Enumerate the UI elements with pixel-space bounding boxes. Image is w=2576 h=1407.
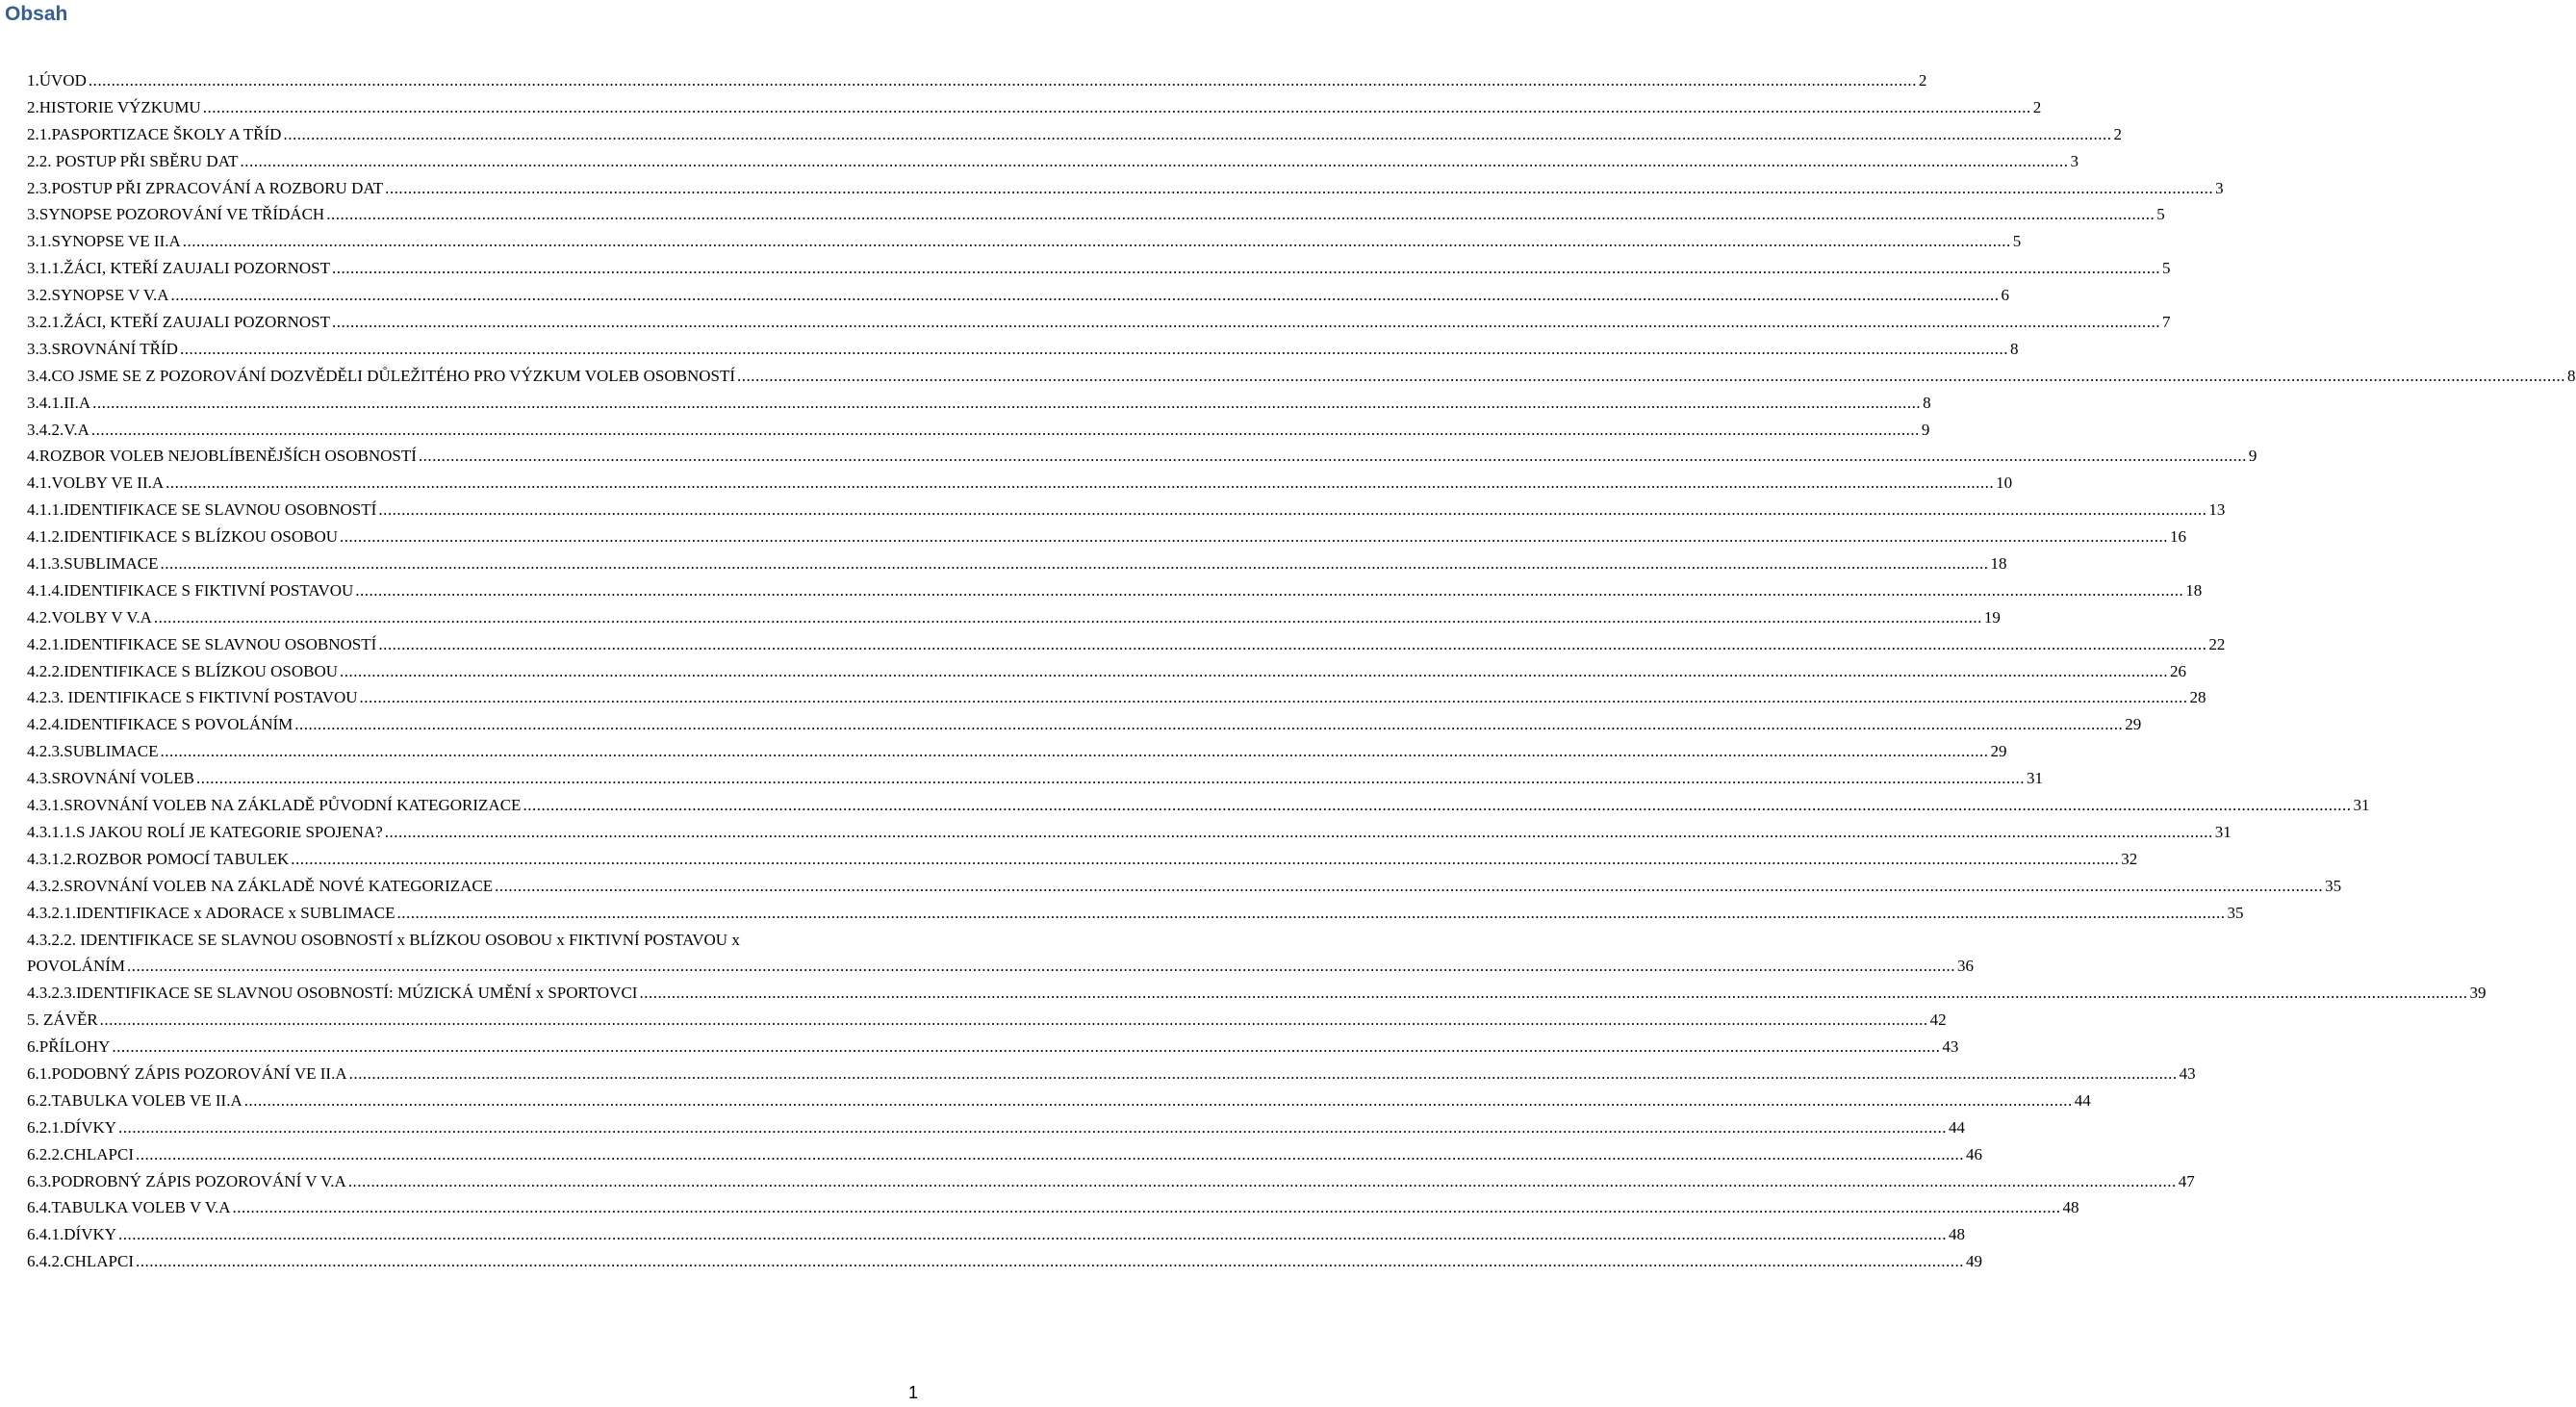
toc-entry-label: 3.1.SYNOPSE VE II.A — [27, 232, 181, 251]
toc-leader-dots: ................................................................................................................................................................................................................................................................................................................................................................................................................ — [283, 124, 2112, 143]
toc-entry-page: 36 — [1957, 957, 1974, 976]
toc-leader-dots: ................................................................................................................................................................................................................................................................................................................................................................................................................ — [202, 97, 2031, 116]
toc-entry-label: 3.4.2.V.A — [27, 420, 89, 439]
toc-entry[interactable] — [27, 953, 1974, 980]
toc-leader-dots: ................................................................................................................................................................................................................................................................................................................................................................................................................ — [348, 1063, 2178, 1083]
toc-entry[interactable] — [27, 550, 2007, 577]
toc-entry-page: 31 — [2214, 822, 2232, 841]
toc-entry[interactable] — [27, 711, 2142, 738]
toc-entry-page: 44 — [1949, 1117, 1966, 1137]
toc-entry[interactable] — [27, 819, 2232, 846]
toc-leader-dots: ................................................................................................................................................................................................................................................................................................................................................................................................................ — [340, 661, 2168, 680]
toc-leader-dots: ................................................................................................................................................................................................................................................................................................................................................................................................................ — [737, 366, 2566, 385]
toc-leader-dots: ................................................................................................................................................................................................................................................................................................................................................................................................................ — [384, 822, 2213, 841]
toc-entry-label: POVOLÁNÍM — [27, 957, 125, 976]
toc-entry-label: 4.2.1.IDENTIFIKACE SE SLAVNOU OSOBNOSTÍ — [27, 634, 377, 653]
toc-leader-dots: ................................................................................................................................................................................................................................................................................................................................................................................................................ — [99, 1010, 1928, 1030]
toc-entry-label: 3.2.1.ŽÁCI, KTEŘÍ ZAUJALI POZORNOST — [27, 313, 330, 332]
toc-entry-label: 2.3.POSTUP PŘI ZPRACOVÁNÍ A ROZBORU DAT — [27, 178, 384, 197]
toc-entry-page: 49 — [1965, 1252, 1982, 1271]
toc-leader-dots: ................................................................................................................................................................................................................................................................................................................................................................................................................ — [639, 984, 2468, 1003]
toc-entry[interactable] — [27, 1007, 1947, 1034]
toc-entry-page: 18 — [2185, 580, 2203, 600]
toc-entry-page: 8 — [2567, 366, 2576, 385]
toc-leader-dots: ................................................................................................................................................................................................................................................................................................................................................................................................................ — [135, 1252, 1964, 1271]
toc-entry[interactable] — [27, 470, 2013, 497]
toc-leader-dots: ................................................................................................................................................................................................................................................................................................................................................................................................................ — [355, 580, 2184, 600]
toc-entry[interactable] — [27, 765, 2043, 792]
toc-entry[interactable] — [27, 846, 2138, 873]
toc-entry-label: 3.SYNOPSE POZOROVÁNÍ VE TŘÍDÁCH — [27, 205, 325, 224]
toc-entry-page: 35 — [2227, 903, 2244, 922]
toc-entry-label: 4.1.3.SUBLIMACE — [27, 554, 159, 574]
toc-entry[interactable] — [27, 309, 2171, 336]
toc-entry-label: 6.4.2.CHLAPCI — [27, 1252, 134, 1271]
toc-entry[interactable] — [27, 94, 2042, 121]
toc-entry[interactable] — [27, 1248, 1982, 1275]
toc-entry-page: 3 — [2215, 178, 2224, 197]
toc-leader-dots: ................................................................................................................................................................................................................................................................................................................................................................................................................ — [92, 393, 1922, 412]
toc-entry-label: 4.3.1.SROVNÁNÍ VOLEB NA ZÁKLADĚ PŮVODNÍ KATEGORIZACE — [27, 796, 522, 815]
toc-entry[interactable] — [27, 792, 2370, 819]
toc-entry-label: 4.3.2.1.IDENTIFIKACE x ADORACE x SUBLIMACE — [27, 903, 395, 922]
toc-entry-label: 3.4.1.II.A — [27, 393, 91, 412]
toc-leader-dots: ................................................................................................................................................................................................................................................................................................................................................................................................................ — [170, 286, 2000, 305]
toc-entry[interactable] — [27, 1141, 1982, 1168]
toc-entry-label: 4.2.3.SUBLIMACE — [27, 742, 159, 761]
toc-leader-dots: ................................................................................................................................................................................................................................................................................................................................................................................................................ — [118, 1225, 1948, 1244]
toc-entry-label: 2.1.PASPORTIZACE ŠKOLY A TŘÍD — [27, 124, 282, 143]
toc-leader-dots: ................................................................................................................................................................................................................................................................................................................................................................................................................ — [182, 232, 2011, 251]
toc-leader-dots: ................................................................................................................................................................................................................................................................................................................................................................................................................ — [240, 151, 2069, 170]
toc-entry-label: 6.4.TABULKA VOLEB V V.A — [27, 1198, 231, 1217]
toc-entry[interactable] — [27, 927, 923, 954]
toc-entry[interactable] — [27, 497, 2226, 524]
toc-entry-page: 39 — [2469, 984, 2487, 1003]
toc-entry[interactable] — [27, 1194, 2079, 1221]
toc-entry-page: 48 — [2062, 1198, 2079, 1217]
toc-entry-page: 2 — [2032, 97, 2042, 116]
toc-entry[interactable] — [27, 738, 2007, 765]
toc-entry-label: 4.3.1.2.ROZBOR POMOCÍ TABULEK — [27, 849, 290, 868]
toc-entry-label: 4.2.VOLBY V V.A — [27, 607, 152, 627]
toc-entry[interactable] — [27, 1034, 1959, 1061]
toc-entry-page: 43 — [2179, 1063, 2196, 1083]
toc-entry[interactable] — [27, 228, 2022, 255]
toc-entry-label: 4.2.3. IDENTIFIKACE S FIKTIVNÍ POSTAVOU — [27, 688, 358, 707]
toc-entry-label: 3.2.SYNOPSE V V.A — [27, 286, 169, 305]
toc-entry-page: 43 — [1942, 1037, 1959, 1057]
toc-leader-dots: ................................................................................................................................................................................................................................................................................................................................................................................................................ — [495, 876, 2324, 895]
toc-entry-page: 16 — [2170, 527, 2186, 547]
toc-leader-dots: ................................................................................................................................................................................................................................................................................................................................................................................................................ — [179, 339, 2008, 358]
toc-entry-page: 2 — [1918, 71, 1927, 90]
page-title: Obsah — [5, 3, 68, 25]
toc-entry[interactable] — [27, 443, 2257, 470]
toc-entry-label: 2.HISTORIE VÝZKUMU — [27, 97, 201, 116]
toc-entry-label: 3.3.SROVNÁNÍ TŘÍD — [27, 339, 178, 358]
toc-leader-dots: ................................................................................................................................................................................................................................................................................................................................................................................................................ — [294, 715, 2124, 734]
toc-entry[interactable] — [27, 336, 2019, 363]
toc-entry[interactable] — [27, 175, 2224, 202]
toc-entry-page: 32 — [2121, 849, 2138, 868]
toc-entry-page: 3 — [2070, 151, 2079, 170]
toc-entry[interactable] — [27, 255, 2171, 282]
toc-entry-page: 31 — [2353, 796, 2370, 815]
toc-entry-label: 6.2.2.CHLAPCI — [27, 1144, 134, 1164]
toc-entry-page: 5 — [2161, 259, 2171, 278]
toc-leader-dots: ................................................................................................................................................................................................................................................................................................................................................................................................................ — [118, 1117, 1948, 1137]
toc-entry[interactable] — [27, 524, 2186, 550]
toc-leader-dots: ................................................................................................................................................................................................................................................................................................................................................................................................................ — [112, 1037, 1941, 1057]
toc-entry[interactable] — [27, 121, 2122, 148]
toc-entry-page: 22 — [2208, 634, 2226, 653]
toc-leader-dots: ................................................................................................................................................................................................................................................................................................................................................................................................................ — [340, 527, 2168, 547]
toc-leader-dots: ................................................................................................................................................................................................................................................................................................................................................................................................................ — [127, 957, 1955, 976]
toc-leader-dots: ................................................................................................................................................................................................................................................................................................................................................................................................................ — [166, 473, 1995, 493]
toc-leader-dots: ................................................................................................................................................................................................................................................................................................................................................................................................................ — [90, 420, 1920, 439]
toc-leader-dots: ................................................................................................................................................................................................................................................................................................................................................................................................................ — [523, 796, 2352, 815]
toc-entry-page: 42 — [1929, 1010, 1947, 1030]
toc-leader-dots: ................................................................................................................................................................................................................................................................................................................................................................................................................ — [347, 1171, 2177, 1190]
toc-entry[interactable] — [27, 577, 2203, 604]
toc-entry-label: 4.ROZBOR VOLEB NEJOBLÍBENĚJŠÍCH OSOBNOSTÍ — [27, 447, 417, 466]
toc-entry[interactable] — [27, 980, 2487, 1007]
toc-entry[interactable] — [27, 390, 1931, 417]
toc-leader-dots: ................................................................................................................................................................................................................................................................................................................................................................................................................ — [378, 500, 2207, 520]
toc-leader-dots: ................................................................................................................................................................................................................................................................................................................................................................................................................ — [396, 903, 2226, 922]
toc-entry[interactable] — [27, 900, 2244, 927]
toc-entry[interactable] — [27, 1087, 2091, 1114]
page-number: 1 — [907, 1383, 918, 1402]
toc-entry-page: 9 — [1921, 420, 1930, 439]
toc-entry-page: 28 — [2189, 688, 2206, 707]
toc-entry-label: 5. ZÁVĚR — [27, 1010, 98, 1030]
toc-entry-label: 4.3.2.SROVNÁNÍ VOLEB NA ZÁKLADĚ NOVÉ KATEGORIZACE — [27, 876, 494, 895]
toc-entry-label: 4.2.2.IDENTIFIKACE S BLÍZKOU OSOBOU — [27, 661, 338, 680]
toc-entry[interactable] — [27, 282, 2010, 309]
toc-entry[interactable] — [27, 1168, 2195, 1195]
toc-entry-page: 44 — [2074, 1090, 2091, 1110]
toc-entry[interactable] — [27, 363, 2576, 390]
toc-leader-dots: ................................................................................................................................................................................................................................................................................................................................................................................................................ — [331, 259, 2160, 278]
toc-entry-label: 4.3.2.3.IDENTIFIKACE SE SLAVNOU OSOBNOSTÍ: MÚZICKÁ UMĚNÍ x SPORTOVCI — [27, 984, 638, 1003]
toc-entry-page: 29 — [1990, 742, 2007, 761]
toc-entry[interactable] — [27, 1221, 1966, 1248]
toc-entry-label: 6.3.PODROBNÝ ZÁPIS POZOROVÁNÍ V V.A — [27, 1171, 346, 1190]
toc-leader-dots: ................................................................................................................................................................................................................................................................................................................................................................................................................ — [326, 205, 2155, 224]
toc-leader-dots: ................................................................................................................................................................................................................................................................................................................................................................................................................ — [160, 554, 1989, 574]
toc-entry-page: 5 — [2012, 232, 2022, 251]
toc-leader-dots: ................................................................................................................................................................................................................................................................................................................................................................................................................ — [359, 688, 2188, 707]
toc-leader-dots: ................................................................................................................................................................................................................................................................................................................................................................................................................ — [153, 607, 1982, 627]
toc-entry-label: 6.4.1.DÍVKY — [27, 1225, 117, 1244]
toc-entry-page: 46 — [1965, 1144, 1982, 1164]
toc-leader-dots: ................................................................................................................................................................................................................................................................................................................................................................................................................ — [160, 742, 1989, 761]
toc-leader-dots: ................................................................................................................................................................................................................................................................................................................................................................................................................ — [331, 313, 2160, 332]
toc-entry-page: 10 — [1996, 473, 2013, 493]
table-of-contents — [27, 67, 2576, 1275]
toc-entry-label: 4.2.4.IDENTIFIKACE S POVOLÁNÍM — [27, 715, 293, 734]
toc-entry-page: 6 — [2001, 286, 2010, 305]
toc-entry-page: 8 — [2009, 339, 2019, 358]
toc-leader-dots: ................................................................................................................................................................................................................................................................................................................................................................................................................ — [378, 634, 2207, 653]
toc-leader-dots: ................................................................................................................................................................................................................................................................................................................................................................................................................ — [243, 1090, 2073, 1110]
toc-entry-page: 31 — [2026, 769, 2043, 788]
toc-entry[interactable] — [27, 631, 2226, 658]
toc-entry-page: 35 — [2325, 876, 2342, 895]
toc-entry-page: 18 — [1990, 554, 2007, 574]
toc-entry-label: 4.3.1.1.S JAKOU ROLÍ JE KATEGORIE SPOJENA? — [27, 822, 383, 841]
toc-entry-label: 4.3.SROVNÁNÍ VOLEB — [27, 769, 194, 788]
toc-entry-label: 4.1.4.IDENTIFIKACE S FIKTIVNÍ POSTAVOU — [27, 580, 354, 600]
toc-leader-dots: ................................................................................................................................................................................................................................................................................................................................................................................................................ — [232, 1198, 2061, 1217]
toc-entry[interactable] — [27, 1061, 2196, 1087]
toc-leader-dots: ................................................................................................................................................................................................................................................................................................................................................................................................................ — [385, 178, 2214, 197]
toc-leader-dots: ................................................................................................................................................................................................................................................................................................................................................................................................................ — [195, 769, 2025, 788]
toc-entry-label: 6.PŘÍLOHY — [27, 1037, 111, 1057]
toc-entry-page: 9 — [2248, 447, 2257, 466]
toc-entry-page: 5 — [2156, 205, 2165, 224]
toc-entry[interactable] — [27, 67, 1927, 94]
toc-entry-page: 48 — [1949, 1225, 1966, 1244]
toc-entry-page: 29 — [2125, 715, 2142, 734]
toc-entry[interactable] — [27, 148, 2079, 175]
toc-entry-label: 4.3.2.2. IDENTIFIKACE SE SLAVNOU OSOBNOSTÍ x BLÍZKOU OSOBOU x FIKTIVNÍ POSTAVOU x — [27, 930, 740, 949]
toc-entry-label: 6.1.PODOBNÝ ZÁPIS POZOROVÁNÍ VE II.A — [27, 1063, 347, 1083]
toc-entry-label: 1.ÚVOD — [27, 71, 87, 90]
toc-leader-dots: ................................................................................................................................................................................................................................................................................................................................................................................................................ — [291, 849, 2120, 868]
toc-entry-page: 8 — [1923, 393, 1931, 412]
toc-entry-label: 3.1.1.ŽÁCI, KTEŘÍ ZAUJALI POZORNOST — [27, 259, 330, 278]
toc-entry-label: 2.2. POSTUP PŘI SBĚRU DAT — [27, 151, 239, 170]
toc-entry-page: 47 — [2178, 1171, 2195, 1190]
toc-entry-page: 19 — [1983, 607, 2001, 627]
toc-entry-label: 4.1.2.IDENTIFIKACE S BLÍZKOU OSOBOU — [27, 527, 338, 547]
toc-entry-page: 7 — [2161, 313, 2171, 332]
toc-entry-label: 6.2.TABULKA VOLEB VE II.A — [27, 1090, 242, 1110]
toc-entry-page: 26 — [2170, 661, 2186, 680]
toc-entry-label: 4.1.VOLBY VE II.A — [27, 473, 165, 493]
toc-entry-label: 6.2.1.DÍVKY — [27, 1117, 117, 1137]
toc-entry[interactable] — [27, 417, 1930, 444]
toc-entry-page: 13 — [2208, 500, 2226, 520]
toc-entry[interactable] — [27, 873, 2342, 900]
toc-entry-page: 2 — [2113, 124, 2122, 143]
toc-entry-label: 3.4.CO JSME SE Z POZOROVÁNÍ DOZVĚDĚLI DŮLEŽITÉHO PRO VÝZKUM VOLEB OSOBNOSTÍ — [27, 366, 736, 385]
toc-entry[interactable] — [27, 658, 2186, 685]
toc-leader-dots: ................................................................................................................................................................................................................................................................................................................................................................................................................ — [135, 1144, 1964, 1164]
toc-entry-label: 4.1.1.IDENTIFIKACE SE SLAVNOU OSOBNOSTÍ — [27, 500, 377, 520]
toc-leader-dots: ................................................................................................................................................................................................................................................................................................................................................................................................................ — [418, 447, 2247, 466]
toc-entry[interactable] — [27, 1114, 1966, 1141]
toc-leader-dots: ................................................................................................................................................................................................................................................................................................................................................................................................................ — [88, 71, 1917, 90]
toc-entry[interactable] — [27, 201, 2165, 228]
toc-entry[interactable] — [27, 604, 2001, 631]
toc-entry[interactable] — [27, 684, 2206, 711]
